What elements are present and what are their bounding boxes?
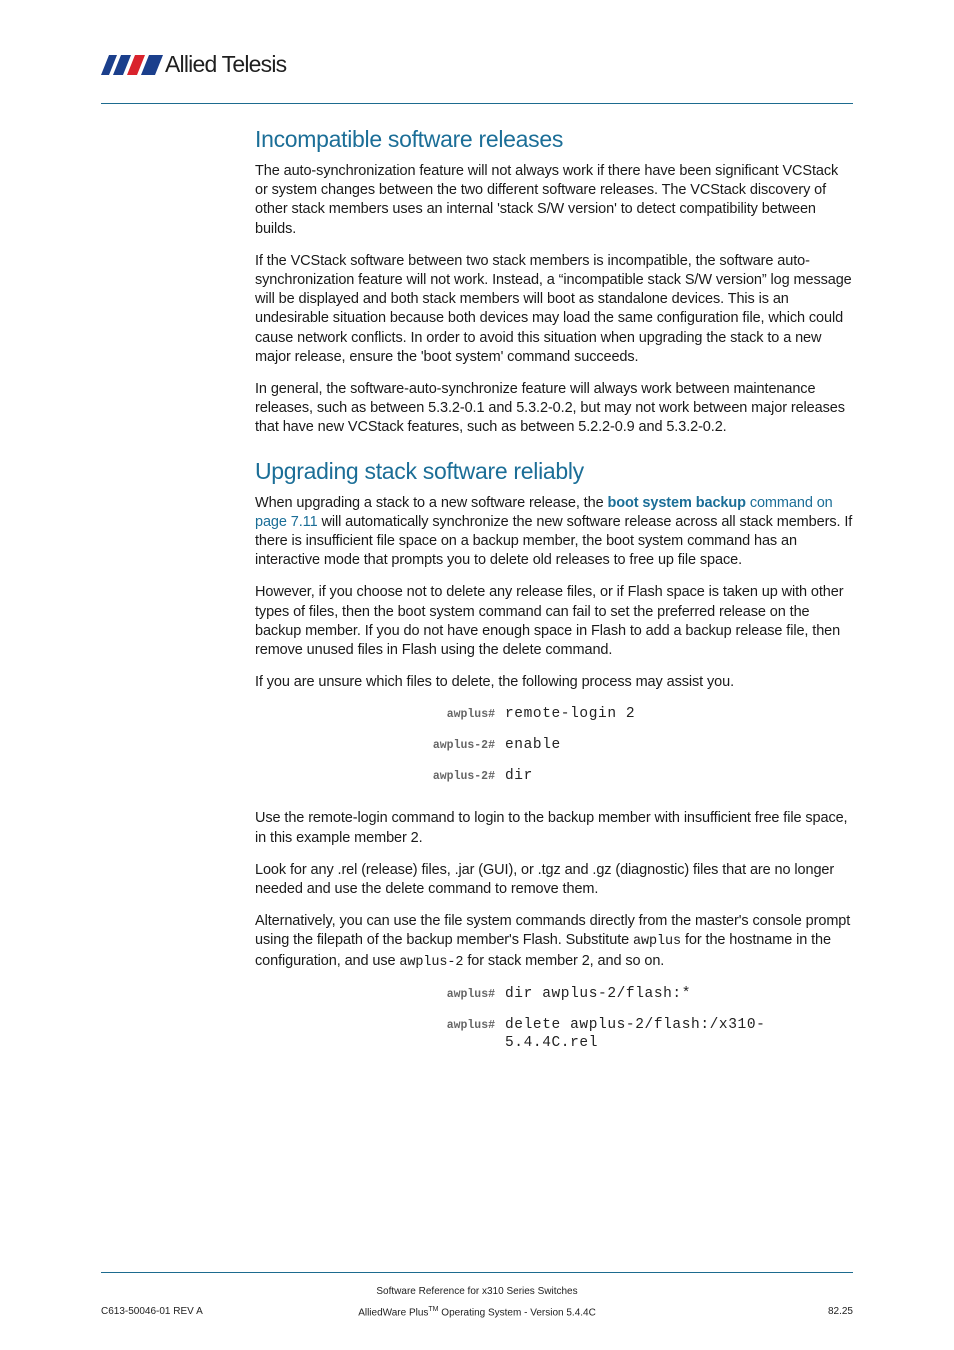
footer-divider [101,1272,853,1273]
text: Alternatively, you can use the file system commands directly from the master's console prompt using the filepath of the backup member's Flash. Substitute [255,913,851,949]
cli-prompt: awplus# [446,708,495,722]
footer-subtitle [101,1306,853,1318]
page-reference-link[interactable]: command on page 7.11 [255,494,833,530]
paragraph: Look for any .rel (release) files, .jar (GUI), or .tgz and .gz (diagnostic) files that are no longer needed and use the delete command to remove them. [255,861,835,898]
paragraph: If the VCStack software between two stack members is incompatible, the software auto-synchronization feature will not work. Instead, a “incompatible stack S/W version” log message will be displayed and both stack members will boot as standalone devices. This is an undesirable situation because both devices may load the same configuration file, which could cause network conflicts. In order to avoid this situation when upgrading the stack to a new major release, ensure the 'boot system' command succeeds. [255,252,852,365]
cli-prompt: awplus# [446,987,495,1001]
heading-upgrading-stack-software: Upgrading stack software reliably [255,457,584,484]
paragraph [255,912,853,972]
command-line [255,705,853,723]
cli-command: remote-login 2 [505,706,636,723]
paragraph: Use the remote-login command to login to the backup member with insufficient free file space, in this example member 2. [255,810,848,846]
cli-command: dir [505,768,533,785]
boot-system-backup-link[interactable]: boot system backup [607,494,746,511]
trademark: TM [428,1306,439,1313]
command-line [255,767,853,785]
cli-command: enable [505,737,561,754]
cli-command: delete awplus-2/flash:/x310-5.4.4C.rel [505,1016,766,1051]
text: AlliedWare Plus [358,1307,429,1319]
command-example-1 [255,705,853,785]
document-number: C613-50046-01 REV A [101,1306,203,1317]
text: will automatically synchronize the new software release across all stack members. If there is insufficient file space on a backup member, the boot system command has an interactive mode that prompts you to delete old releases to free up file space. [255,513,853,569]
command-line [255,736,853,754]
cli-prompt: awplus-2# [432,739,495,753]
paragraph: The auto-synchronization feature will not always work if there have been significant VCStack or system changes between the two different software releases. The VCStack discovery of other stack members uses an internal 'stack S/W version' to detect compatibility between builds. [255,163,839,237]
command-line [255,985,853,1003]
cli-prompt: awplus# [446,1018,495,1032]
allied-telesis-logo-mark-icon [101,55,163,75]
allied-telesis-logo [101,52,301,80]
command-line [255,1016,853,1052]
paragraph: In general, the software-auto-synchronize feature will always work between maintenance releases, such as between 5.3.2-0.1 and 5.3.2-0.2, but may not work between major releases that have new VCStack features, such as between 5.2.2-0.9 and 5.3.2-0.2. [255,381,845,436]
text: for the hostname in the configuration, and use [255,932,831,969]
inline-code: awplus-2 [399,954,464,970]
heading-incompatible-software-releases: Incompatible software releases [255,126,564,152]
text: Operating System - Version 5.4.4C [438,1307,596,1319]
footer-title: Software Reference for x310 Series Switches [376,1286,578,1297]
inline-code: awplus [633,934,682,950]
cli-prompt: awplus-2# [432,770,495,784]
cli-command: dir awplus-2/flash:* [505,985,692,1002]
text: for stack member 2, and so on. [463,952,665,969]
paragraph [255,494,853,571]
text: When upgrading a stack to a new software release, the [255,494,608,511]
paragraph: However, if you choose not to delete any release files, or if Flash space is taken up with other types of files, then the boot system command can fail to set the preferred release on the backup member. If you do not have enough space in Flash to add a backup release file, then remove unused files in Flash using the delete command. [255,584,844,659]
logo-wordmark: Allied Telesis [165,51,287,77]
main-content [255,126,853,1076]
page-number: 82.25 [827,1306,853,1317]
command-example-2 [255,985,853,1052]
header-divider [101,103,853,104]
paragraph: If you are unsure which files to delete, the following process may assist you. [255,674,734,691]
